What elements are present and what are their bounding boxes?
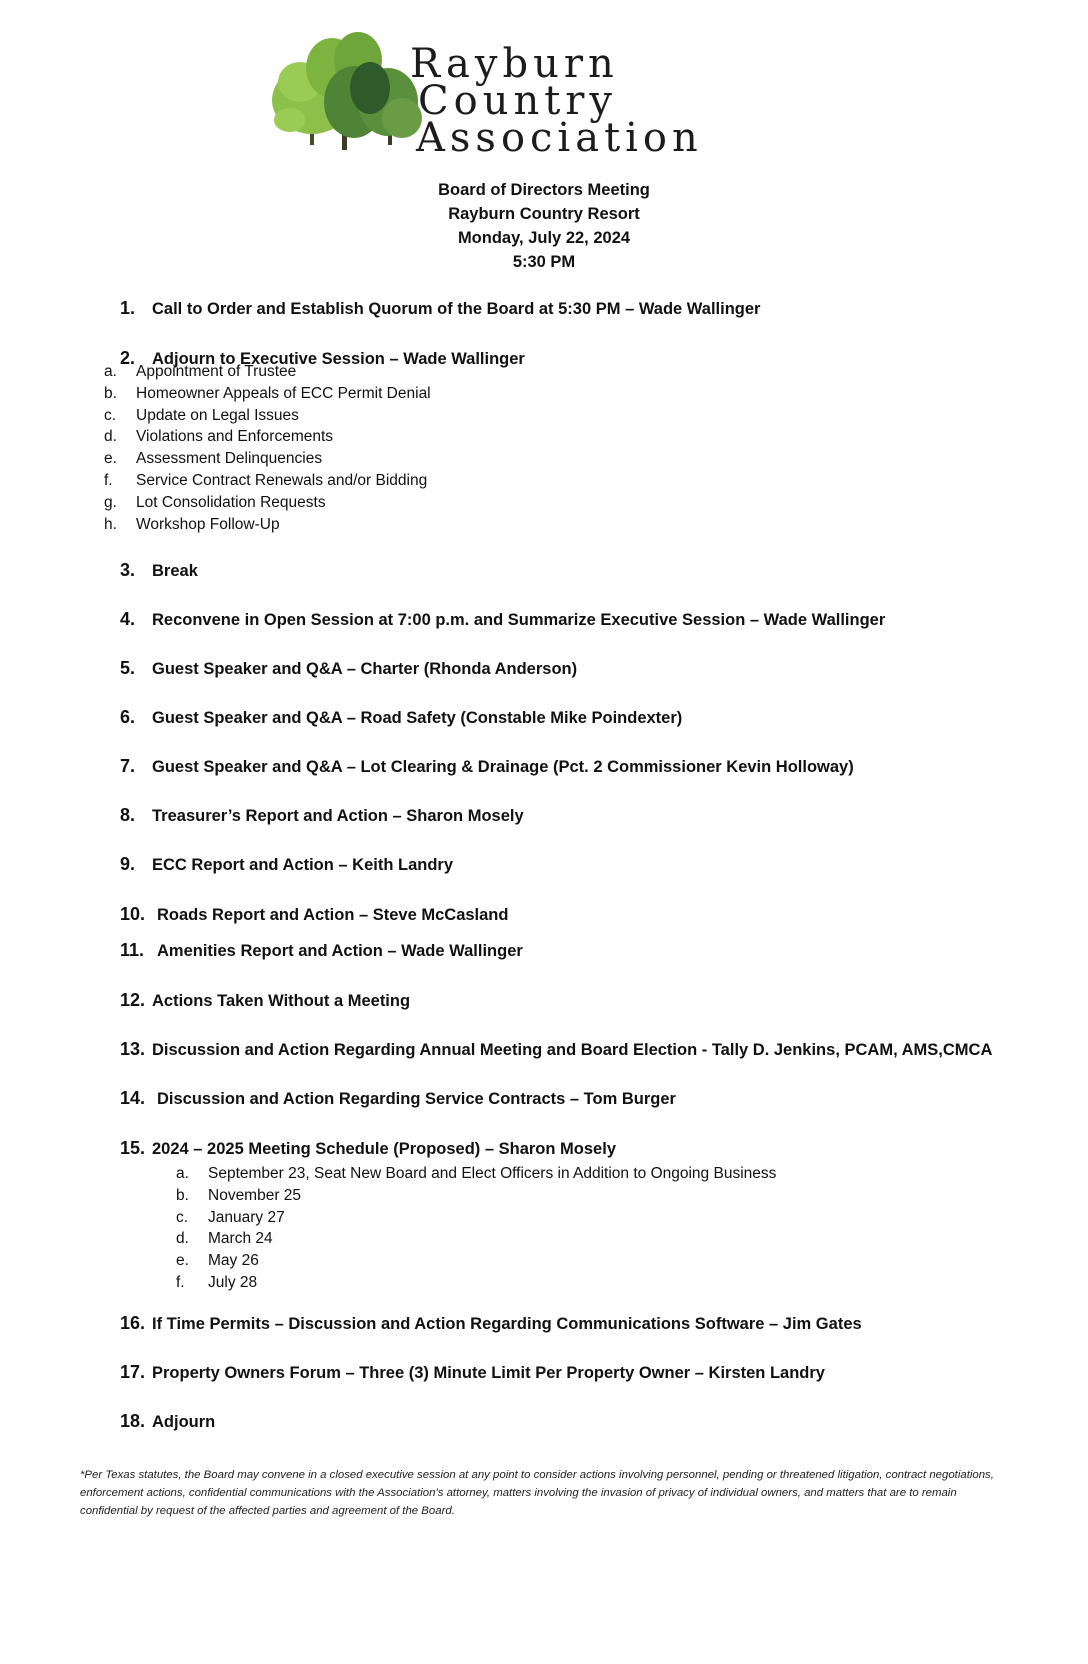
subitem-letter: g. bbox=[104, 493, 117, 511]
agenda-item-number: 1. bbox=[120, 298, 136, 318]
subitem bbox=[176, 1250, 776, 1272]
subitem bbox=[104, 514, 431, 536]
subitem bbox=[104, 492, 431, 514]
subitem bbox=[104, 470, 431, 492]
agenda-item-18 bbox=[120, 1411, 215, 1432]
subitem bbox=[176, 1228, 776, 1250]
agenda-item-text: Roads Report and Action – Steve McCasland bbox=[157, 906, 509, 924]
subitem-letter: b. bbox=[104, 384, 117, 402]
agenda-item-number: 5. bbox=[120, 658, 136, 678]
subitem bbox=[176, 1207, 776, 1229]
logo-wordmark bbox=[410, 41, 703, 161]
logo-line-2: Country bbox=[418, 78, 618, 124]
subitem-text: Workshop Follow-Up bbox=[136, 515, 280, 533]
agenda-item-number: 17. bbox=[120, 1362, 146, 1382]
subitem-letter: f. bbox=[104, 471, 113, 489]
agenda-item-6 bbox=[120, 707, 682, 728]
subitem-text: July 28 bbox=[208, 1273, 258, 1291]
subitem-letter: e. bbox=[176, 1252, 189, 1270]
agenda-item-text: If Time Permits – Discussion and Action Regarding Communications Software – Jim Gates bbox=[152, 1315, 862, 1333]
logo-line-3: Association bbox=[416, 115, 703, 161]
agenda-item-text: Discussion and Action Regarding Service Contracts – Tom Burger bbox=[157, 1090, 676, 1108]
subitem-letter: d. bbox=[176, 1230, 189, 1248]
logo-line-1: Rayburn bbox=[410, 41, 619, 87]
subitem-letter: e. bbox=[104, 450, 117, 468]
subitem-letter: c. bbox=[176, 1208, 189, 1226]
agenda-item-number: 16. bbox=[120, 1313, 146, 1333]
subitem-text: Assessment Delinquencies bbox=[136, 450, 323, 468]
subitem-letter: a. bbox=[176, 1165, 189, 1182]
subitem-text: January 27 bbox=[208, 1208, 285, 1226]
agenda-item-number: 2. bbox=[120, 348, 136, 368]
agenda-item-text: Adjourn to Executive Session – Wade Wallinger bbox=[152, 350, 525, 368]
agenda-item-text: Reconvene in Open Session at 7:00 p.m. and Summarize Executive Session – Wade Wallinger bbox=[152, 611, 886, 629]
subitem-text: September 23, Seat New Board and Elect Officers in Addition to Ongoing Business bbox=[208, 1165, 777, 1182]
agenda-item-number: 3. bbox=[120, 560, 136, 580]
subitem bbox=[104, 448, 431, 470]
trees-icon bbox=[270, 30, 430, 155]
agenda-item-15 bbox=[120, 1138, 616, 1159]
agenda-item-number: 15. bbox=[120, 1138, 146, 1158]
agenda-item-13 bbox=[120, 1039, 992, 1060]
subitem bbox=[176, 1163, 776, 1185]
subitem-letter: f. bbox=[176, 1273, 185, 1291]
subitem bbox=[104, 405, 431, 427]
agenda-item-number: 4. bbox=[120, 609, 136, 629]
subitem-text: Lot Consolidation Requests bbox=[136, 493, 326, 511]
agenda-item-text: Adjourn bbox=[152, 1413, 216, 1431]
agenda-item-number: 10. bbox=[120, 904, 146, 924]
agenda-item-8 bbox=[120, 805, 524, 826]
agenda-item-text: 2024 – 2025 Meeting Schedule (Proposed) – Sharon Mosely bbox=[152, 1140, 616, 1158]
meeting-title: Board of Directors Meeting bbox=[438, 181, 650, 199]
agenda-item-number: 12. bbox=[120, 990, 146, 1010]
agenda-item-11 bbox=[120, 940, 523, 961]
agenda-item-text: Guest Speaker and Q&A – Charter (Rhonda Anderson) bbox=[152, 660, 578, 678]
agenda-item-16 bbox=[120, 1313, 862, 1334]
agenda-item-14 bbox=[120, 1088, 676, 1109]
agenda-item-number: 11. bbox=[120, 940, 145, 960]
agenda-item-text: ECC Report and Action – Keith Landry bbox=[152, 856, 453, 874]
subitem bbox=[104, 383, 431, 405]
meeting-header bbox=[0, 178, 1088, 274]
agenda-item-3 bbox=[120, 560, 198, 581]
meeting-date: Monday, July 22, 2024 bbox=[457, 229, 631, 247]
executive-session-footnote: *Per Texas statutes, the Board may convene in a closed executive session at any point to consider actions involving personnel, pending or threatened litigation, contract negotiations, enforcement actions, confidential communications with the Association’s attorney, matters involving the invasion of privacy of individual owners, and matters that are to remain confidential by request of the affected parties and agreement of the Board. bbox=[80, 1469, 994, 1517]
agenda-item-number: 9. bbox=[120, 854, 136, 874]
subitem-text: Violations and Enforcements bbox=[136, 428, 334, 446]
agenda-item-text: Amenities Report and Action – Wade Wallinger bbox=[157, 942, 523, 960]
agenda-item-text: Call to Order and Establish Quorum of the Board at 5:30 PM – Wade Wallinger bbox=[152, 300, 761, 318]
subitem-letter: a. bbox=[104, 363, 117, 380]
meeting-schedule-subitems bbox=[176, 1163, 776, 1294]
subitem-text: Appointment of Trustee bbox=[136, 363, 297, 380]
subitem bbox=[104, 361, 431, 383]
subitem-letter: d. bbox=[104, 428, 117, 446]
agenda-item-number: 13. bbox=[120, 1039, 146, 1059]
agenda-item-number: 7. bbox=[120, 756, 136, 776]
agenda-item-12 bbox=[120, 990, 410, 1011]
agenda-item-7 bbox=[120, 756, 854, 777]
agenda-item-9 bbox=[120, 854, 453, 875]
subitem-letter: h. bbox=[104, 515, 117, 533]
agenda-item-text: Break bbox=[152, 562, 198, 580]
association-logo bbox=[270, 30, 830, 160]
agenda-item-number: 6. bbox=[120, 707, 136, 727]
subitem bbox=[176, 1185, 776, 1207]
agenda-item-text: Guest Speaker and Q&A – Lot Clearing & Drainage (Pct. 2 Commissioner Kevin Holloway) bbox=[152, 758, 854, 776]
meeting-location: Rayburn Country Resort bbox=[448, 205, 640, 223]
agenda-item-text: Treasurer’s Report and Action – Sharon Mosely bbox=[152, 807, 524, 825]
subitem-letter: b. bbox=[176, 1186, 189, 1204]
subitem-text: Homeowner Appeals of ECC Permit Denial bbox=[136, 384, 431, 402]
agenda-item-1 bbox=[120, 298, 760, 319]
agenda-item-number: 8. bbox=[120, 805, 136, 825]
meeting-time: 5:30 PM bbox=[512, 253, 576, 271]
subitem-text: November 25 bbox=[208, 1186, 302, 1204]
subitem-text: Service Contract Renewals and/or Bidding bbox=[136, 471, 428, 489]
agenda-item-text: Guest Speaker and Q&A – Road Safety (Constable Mike Poindexter) bbox=[152, 709, 683, 727]
subitem bbox=[104, 426, 431, 448]
agenda-item-17 bbox=[120, 1362, 825, 1383]
subitem bbox=[176, 1272, 776, 1294]
agenda-item-text: Property Owners Forum – Three (3) Minute Limit Per Property Owner – Kirsten Landry bbox=[152, 1364, 825, 1382]
subitem-text: May 26 bbox=[208, 1252, 259, 1270]
agenda-item-10 bbox=[120, 904, 508, 925]
agenda-item-text: Actions Taken Without a Meeting bbox=[152, 992, 411, 1010]
agenda-item-number: 14. bbox=[120, 1088, 146, 1108]
agenda-item-5 bbox=[120, 658, 577, 679]
agenda-item-4 bbox=[120, 609, 885, 630]
agenda-item-text: Discussion and Action Regarding Annual Meeting and Board Election - Tally D. Jenkins, PCAM, AMS,CMCA bbox=[152, 1041, 993, 1059]
executive-session-subitems bbox=[104, 361, 431, 535]
agenda-item-number: 18. bbox=[120, 1411, 146, 1431]
subitem-text: Update on Legal Issues bbox=[136, 406, 299, 424]
subitem-letter: c. bbox=[104, 406, 117, 424]
subitem-text: March 24 bbox=[208, 1230, 273, 1248]
